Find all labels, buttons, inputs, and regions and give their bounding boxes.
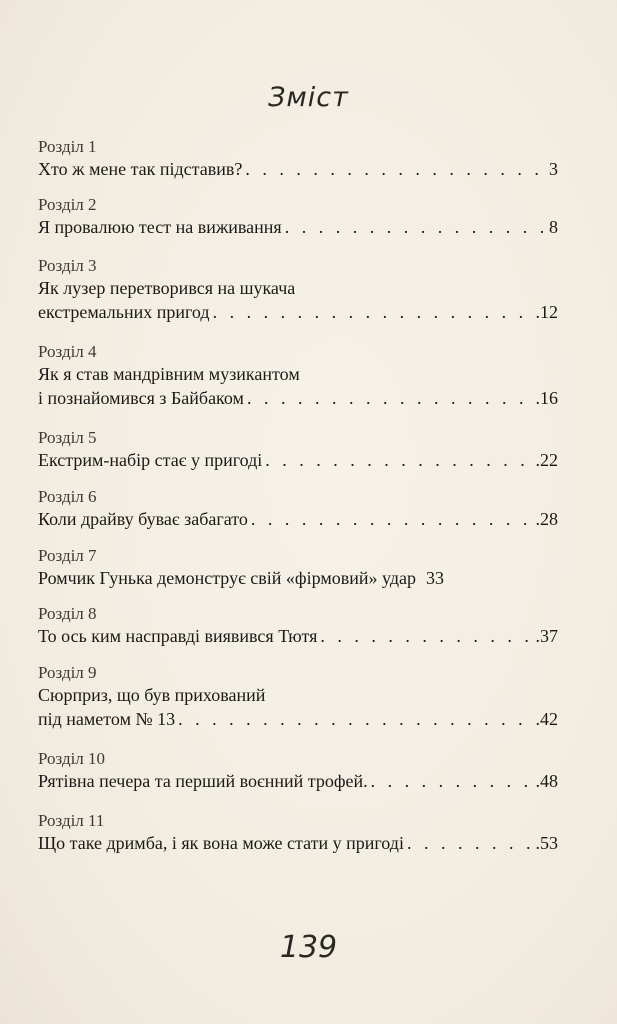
entry-title: Екстрим-набір стає у пригоді [38, 450, 263, 470]
entry-title: під наметом № 13 [38, 709, 176, 729]
entry-title-line [38, 215, 558, 239]
dot-leader [247, 386, 531, 410]
entry-title-line [38, 300, 558, 324]
chapter-label: Розділ 9 [38, 663, 97, 682]
toc-title: Зміст [268, 82, 349, 113]
chapter-label: Розділ 1 [38, 137, 97, 156]
page-number: 139 [279, 930, 338, 965]
entry-title: Сюрприз, що був прихований [38, 685, 266, 705]
page-ref: .22 [535, 450, 558, 470]
entry-title-line [38, 831, 558, 855]
chapter-label: Розділ 8 [38, 604, 97, 623]
dot-leader [320, 624, 530, 648]
page-ref: .16 [535, 388, 558, 408]
chapter-label: Розділ 10 [38, 749, 106, 768]
dot-leader [245, 157, 544, 181]
dot-leader [213, 300, 531, 324]
toc-entry-10 [38, 749, 558, 793]
chapter-label: Розділ 7 [38, 546, 97, 565]
chapter-label: Розділ 11 [38, 811, 105, 830]
chapter-label: Розділ 4 [38, 342, 97, 361]
page-ref: .28 [535, 509, 558, 529]
entry-title: і познайомився з Байбаком [38, 388, 244, 408]
entry-title: Коли драйву буває забагато [38, 509, 248, 529]
entry-title-line [38, 362, 558, 386]
dot-leader [178, 707, 530, 731]
dot-leader [285, 215, 544, 239]
toc-entry-5 [38, 428, 558, 472]
entry-title-line [38, 624, 558, 648]
page-ref: 3 [549, 159, 558, 179]
entry-title: Як я став мандрівним музикантом [38, 364, 300, 384]
entry-title-line [38, 386, 558, 410]
page-ref: .42 [535, 709, 558, 729]
entry-title: екстремальних пригод [38, 302, 210, 322]
toc-entry-11 [38, 811, 558, 855]
entry-title-line [38, 157, 558, 181]
entry-title: Як лузер перетворився на шукача [38, 278, 296, 298]
entry-title: Ромчик Гунька демонструє свій «фірмовий» удар [38, 568, 416, 588]
dot-leader [251, 507, 531, 531]
toc-entry-8 [38, 604, 558, 648]
entry-title: Що таке дримба, і як вона може стати у пригоді [38, 833, 404, 853]
dot-leader [371, 769, 531, 793]
toc-entry-6 [38, 487, 558, 531]
page-ref: .37 [535, 626, 558, 646]
toc-entry-7 [38, 546, 558, 590]
page-ref: 33 [425, 568, 444, 588]
entry-title-line [38, 769, 558, 793]
chapter-label: Розділ 2 [38, 195, 97, 214]
entry-title-line [38, 566, 558, 590]
entry-title-line [38, 707, 558, 731]
toc-entry-2 [38, 195, 558, 239]
entry-title: Хто ж мене так підставив? [38, 159, 243, 179]
page-ref: .53 [535, 833, 558, 853]
chapter-label: Розділ 5 [38, 428, 97, 447]
entry-title-line [38, 276, 558, 300]
entry-title-line [38, 507, 558, 531]
entry-title-line [38, 683, 558, 707]
toc-entry-9 [38, 663, 558, 731]
chapter-label: Розділ 6 [38, 487, 97, 506]
entry-title: То ось ким насправді виявився Тютя [38, 626, 318, 646]
page-ref: .48 [535, 771, 558, 791]
dot-leader [265, 448, 530, 472]
entry-title-line [38, 448, 558, 472]
toc-entry-3 [38, 256, 558, 324]
entry-title: Я провалюю тест на виживання [38, 217, 282, 237]
dot-leader [407, 831, 531, 855]
page-ref: 8 [549, 217, 558, 237]
page-ref: .12 [535, 302, 558, 322]
toc-entry-4 [38, 342, 558, 410]
entry-title: Рятівна печера та перший воєнний трофей. [38, 771, 368, 791]
chapter-label: Розділ 3 [38, 256, 97, 275]
toc-entry-1 [38, 137, 558, 181]
